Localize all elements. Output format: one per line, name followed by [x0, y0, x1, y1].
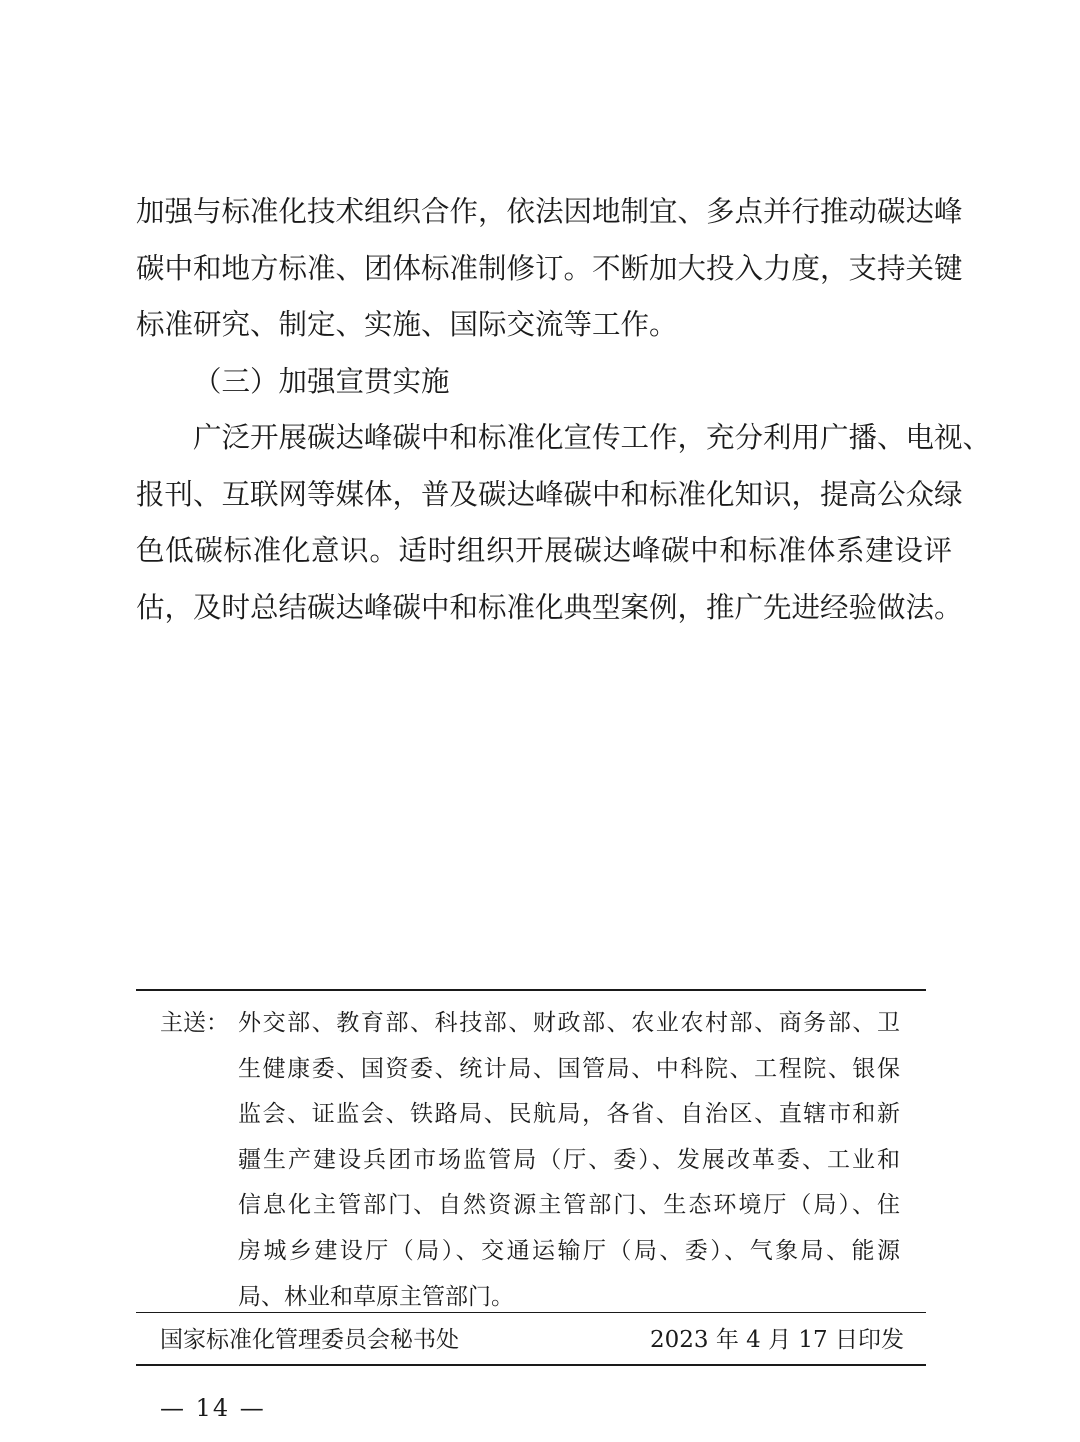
cc-recipients: [238, 1001, 900, 1320]
cc-line-2: 生健康委、国资委、统计局、国管局、中科院、工程院、银保: [238, 1055, 900, 1082]
cc-label: 主送：: [160, 1010, 229, 1036]
cc-line-4: 疆生产建设兵团市场监管局（厅、委）、发展改革委、工业和: [238, 1146, 900, 1173]
cc-line-5: 信息化主管部门、自然资源主管部门、生态环境厅（局）、住: [238, 1192, 900, 1219]
issuer: 国家标准化管理委员会秘书处: [160, 1327, 459, 1353]
issue-date: 2023 年 4 月 17 日印发: [650, 1327, 904, 1353]
paragraph1-line-1: 加强与标准化技术组织合作，依法因地制宜、多点并行推动碳达峰: [136, 195, 963, 228]
paragraph1-line-3: 标准研究、制定、实施、国际交流等工作。: [136, 308, 678, 341]
paragraph2-line-1: 广泛开展碳达峰碳中和标准化宣传工作，充分利用广播、电视、: [193, 421, 992, 454]
cc-top-rule: [136, 989, 926, 991]
cc-line-7: 局、林业和草原主管部门。: [238, 1283, 514, 1310]
page-number: — 14 —: [160, 1394, 266, 1422]
body-text: [136, 184, 992, 636]
cc-bottom-rule: [136, 1364, 926, 1366]
cc-line-3: 监会、证监会、铁路局、民航局，各省、自治区、直辖市和新: [238, 1101, 900, 1128]
cc-middle-rule: [136, 1312, 926, 1313]
paragraph2-line-2: 报刊、互联网等媒体，普及碳达峰碳中和标准化知识，提高公众绿: [136, 477, 963, 511]
paragraph2-line-3: 色低碳标准化意识。适时组织开展碳达峰碳中和标准体系建设评: [136, 534, 952, 567]
paragraph2-line-4: 估，及时总结碳达峰碳中和标准化典型案例，推广先进经验做法。: [136, 590, 963, 624]
section-heading: （三）加强宣贯实施: [193, 364, 450, 398]
cc-line-1: 外交部、教育部、科技部、财政部、农业农村部、商务部、卫: [238, 1010, 900, 1036]
paragraph1-line-2: 碳中和地方标准、团体标准制修订。不断加大投入力度，支持关键: [136, 251, 963, 285]
cc-line-6: 房城乡建设厅（局）、交通运输厅（局、委）、气象局、能源: [238, 1237, 900, 1264]
